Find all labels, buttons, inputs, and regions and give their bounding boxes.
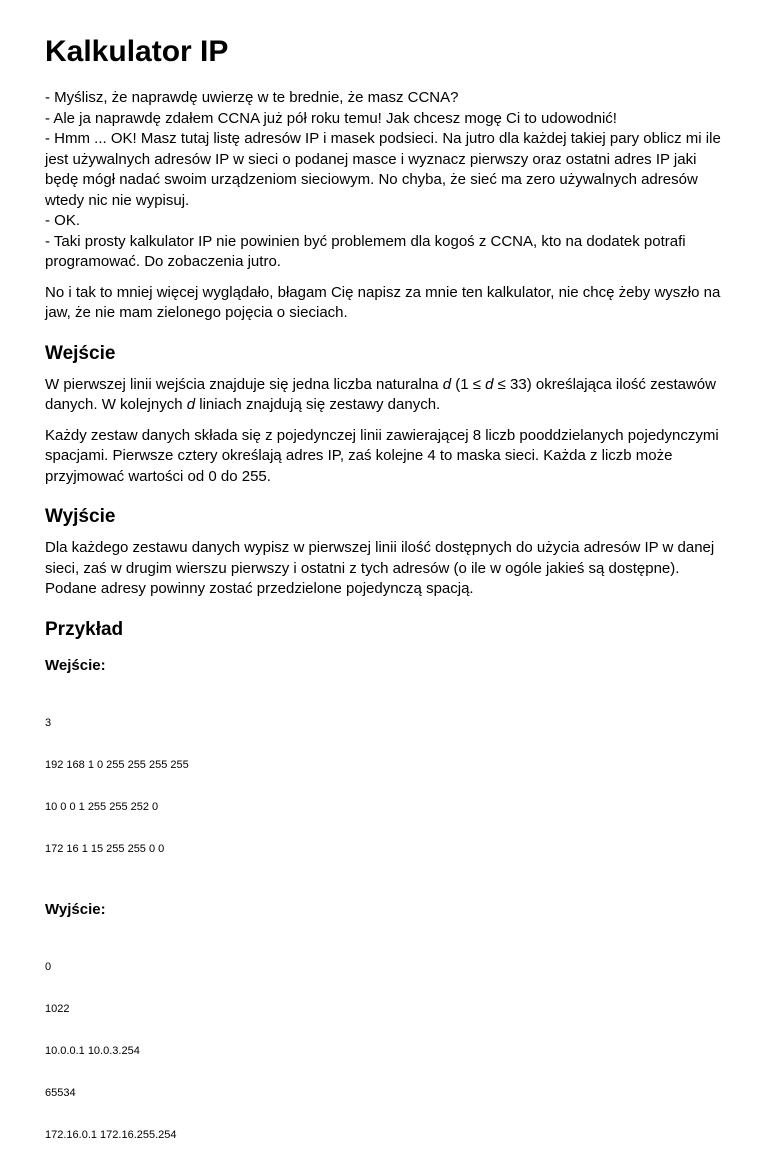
text-fragment: W pierwszej linii wejścia znajduje się jedna liczba naturalna [45, 375, 443, 393]
example-output-line: 1022 [45, 1002, 70, 1015]
example-input-line: 192 168 1 0 255 255 255 255 [45, 758, 189, 771]
variable-d: d [442, 375, 452, 393]
dialog-line: - Myślisz, że naprawdę uwierzę w te brednie, że masz CCNA? [45, 89, 459, 106]
text-fragment: ≤ 33) określająca ilość zestawów danych. W kolejnych [45, 375, 716, 413]
dialog-line: - OK. [45, 212, 81, 229]
input-format-paragraph: Każdy zestaw danych składa się z pojedynczej linii zawierającej 8 liczb pooddzielanych pojedynczymi spacjami. Pierwsze cztery określają adres IP, zaś kolejne 4 to maska sieci. Każda z liczb może przyjmować wartości od 0 do 255. [45, 426, 719, 485]
example-input-block [45, 688, 728, 884]
variable-d: d [485, 375, 494, 393]
example-input-line: 3 [45, 716, 52, 729]
example-input-line: 172 16 1 15 255 255 0 0 [45, 842, 165, 855]
dialog-line: - Hmm ... OK! Masz tutaj listę adresów IP i masek podsieci. Na jutro dla każdej takiej pary oblicz mi ile jest używalnych adresów IP w sieci o podanej masce i wyznacz pierwszy oraz ostatni adres IP jaki będę mógł nadać swoim urządzeniom sieciowym. No chyba, że sieć ma zero używalnych adresów wtedy nic nie wypisuj. [45, 130, 721, 209]
text-fragment: (1 ≤ [451, 375, 486, 393]
example-section-heading: Przykład [45, 618, 124, 640]
intro-dialog [45, 88, 728, 273]
example-input-line: 10 0 0 1 255 255 252 0 [45, 800, 159, 813]
output-section [45, 505, 728, 600]
input-description-paragraph [45, 375, 728, 416]
output-section-heading: Wyjście [45, 506, 116, 527]
input-section [45, 342, 728, 488]
input-section-heading: Wejście [45, 342, 116, 364]
example-output-line: 0 [45, 960, 52, 973]
dialog-line: - Taki prosty kalkulator IP nie powinien być problemem dla kogoś z CCNA, kto na dodatek potrafi programować. Do zobaczenia jutro. [45, 232, 686, 270]
example-output-block [45, 932, 728, 1170]
dialog-line: - Ale ja naprawdę zdałem CCNA już pół roku temu! Jak chcesz mogę Ci to udowodnić! [45, 109, 617, 127]
variable-d: d [186, 396, 196, 413]
example-output-line: 172.16.0.1 172.16.255.254 [45, 1128, 177, 1141]
intro-closing-paragraph: No i tak to mniej więcej wyglądało, błagam Cię napisz za mnie ten kalkulator, nie chcę żeby wyszło na jaw, że nie mam zielonego pojęcia o sieciach. [45, 283, 721, 321]
example-output-line: 10.0.0.1 10.0.3.254 [45, 1044, 140, 1057]
page-title: Kalkulator IP [45, 35, 229, 68]
output-description-paragraph: Dla każdego zestawu danych wypisz w pierwszej linii ilość dostępnych do użycia adresów IP w danej sieci, zaś w drugim wierszu pierwszy i ostatni z tych adresów (o ile w ogóle jakieś są dostępne). Podane adresy powinny zostać przedzielone pojedynczą spacją. [45, 539, 715, 597]
example-output-line: 65534 [45, 1086, 76, 1099]
text-fragment: liniach znajdują się zestawy danych. [195, 396, 441, 413]
example-input-heading: Wejście: [45, 656, 106, 674]
example-section [45, 618, 728, 1170]
example-output-heading: Wyjście: [45, 900, 106, 918]
